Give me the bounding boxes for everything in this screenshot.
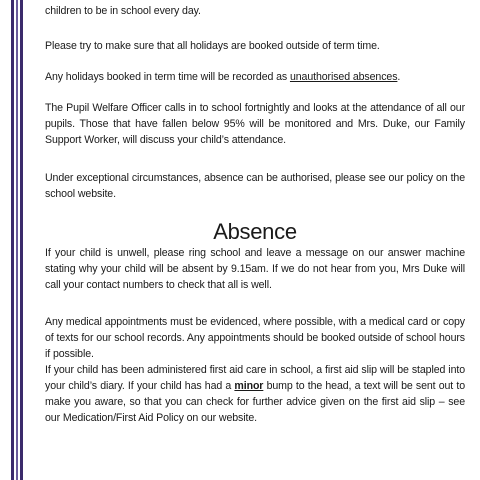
absence-heading: Absence: [213, 219, 297, 244]
medical-appointments-paragraph: Any medical appointments must be evidenced, where possible, with a medical card or copy of texts for our school records. Any appointments should be booked outside of school hours if possible.: [45, 316, 465, 360]
exceptional-circumstances-paragraph: Under exceptional circumstances, absence can be authorised, please see our policy on the school website.: [45, 172, 465, 200]
first-aid-paragraph: [45, 362, 465, 426]
minor-emphasis-text: minor: [234, 380, 264, 392]
top-fragment-text: children to be in school every day.: [45, 5, 201, 17]
page-border-left: [11, 0, 23, 480]
term-time-paragraph: [45, 69, 465, 85]
unauthorised-absences-text: unauthorised absences: [289, 71, 398, 83]
first-aid-suffix: bump to the head, a text will be sent out to make you aware, so that you can check for further advice given on the first aid slip – see our Medication/First Aid Policy on our website.: [45, 380, 465, 424]
first-aid-text: If your child has been administered first aid care in school, a first aid slip will be stapled into your child’s diary. If your child has had a: [45, 364, 465, 392]
term-time-text: Any holidays booked in term time will be recorded as: [45, 71, 290, 83]
unwell-paragraph: If your child is unwell, please ring school and leave a message on our answer machine stating why your child will be absent by 9.15am. If we do not hear from you, Mrs Duke will call your contact numbers to check that all is well.: [45, 247, 465, 291]
welfare-officer-paragraph: The Pupil Welfare Officer calls in to school fortnightly and looks at the attendance of all our pupils. Those that have fallen below 95% will be monitored and Mrs. Duke, our Family Support Worker, will discuss your child’s attendance.: [45, 102, 465, 146]
holidays-paragraph: Please try to make sure that all holidays are booked outside of term time.: [45, 40, 380, 52]
term-time-suffix: .: [397, 71, 401, 83]
